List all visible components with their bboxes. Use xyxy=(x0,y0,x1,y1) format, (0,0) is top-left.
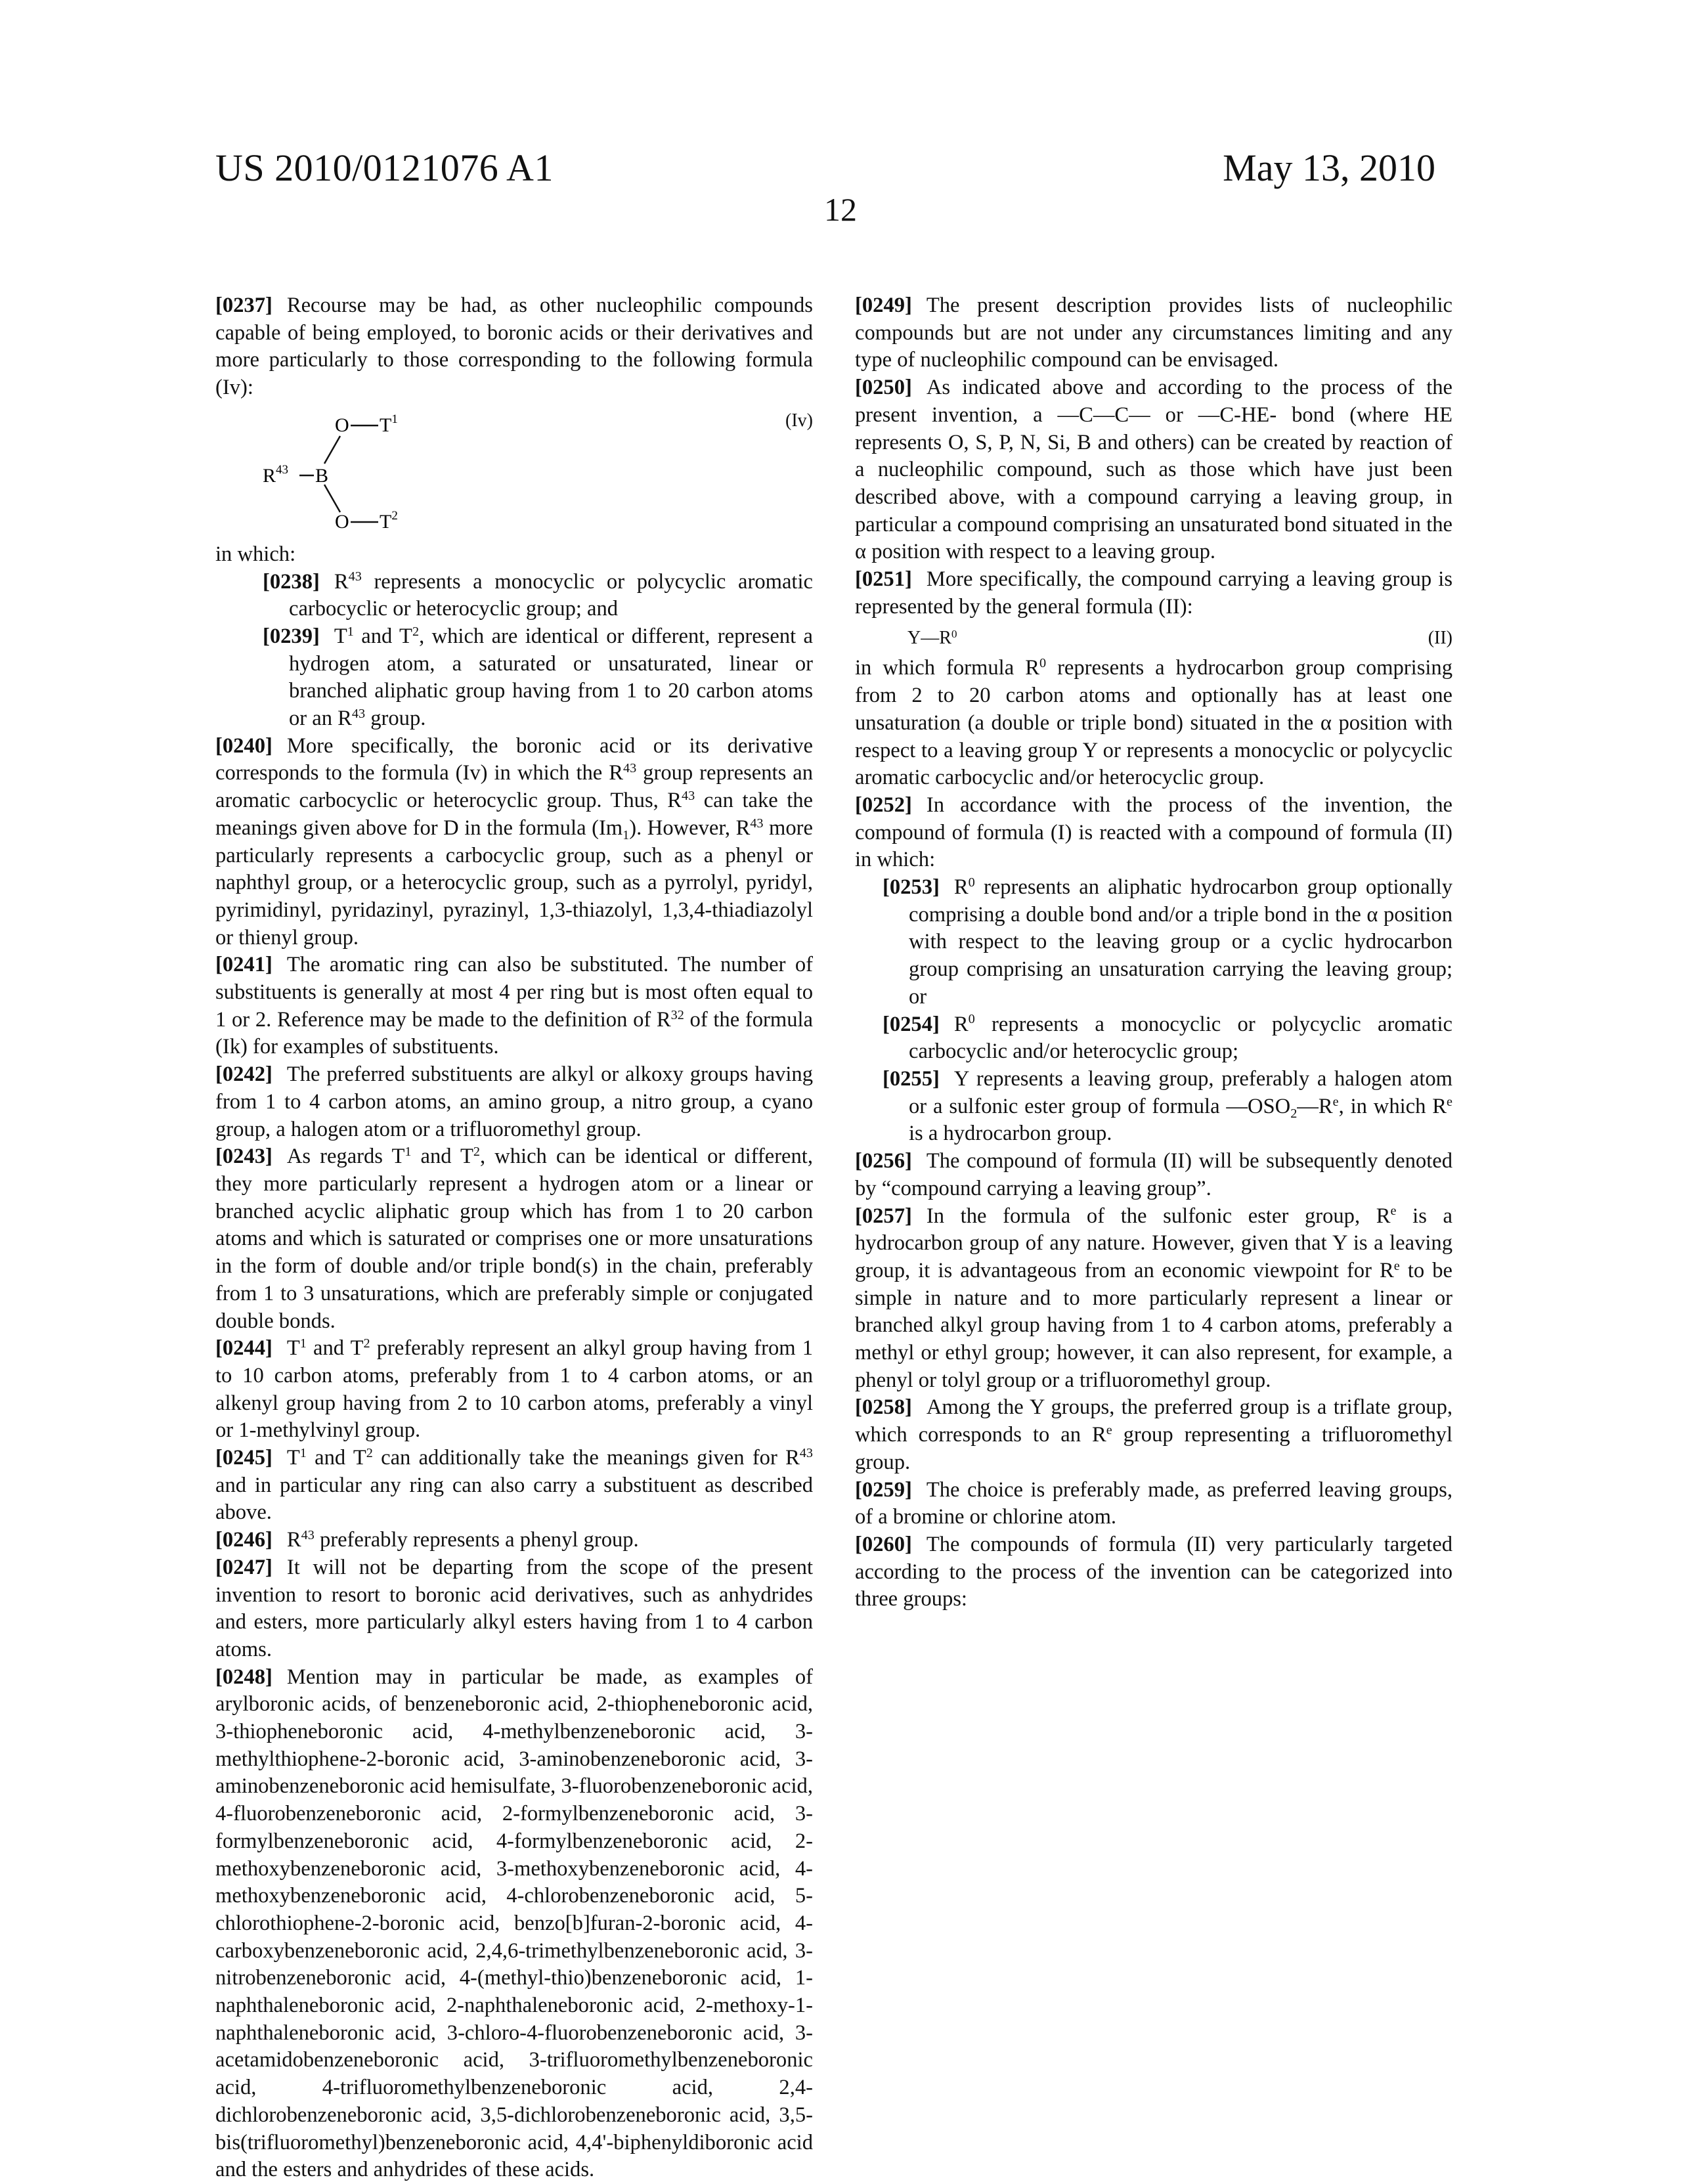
b-o-upper-bond xyxy=(324,436,340,464)
subscript: 2 xyxy=(1290,1106,1297,1121)
text-part: group. xyxy=(365,707,426,730)
superscript: 2 xyxy=(473,1145,480,1159)
paragraph-0256 xyxy=(855,1148,1452,1202)
formula-expression xyxy=(907,624,957,652)
paragraph-0257 xyxy=(855,1203,1452,1395)
text-part: represents a monocyclic or polycyclic aromatic carbocyclic and/or heterocyclic group; xyxy=(909,1013,1452,1064)
publication-date: May 13, 2010 xyxy=(1223,146,1435,190)
paragraph-number: [0248] xyxy=(215,1665,273,1689)
paragraph-0259 xyxy=(855,1477,1452,1531)
paragraph-number: [0241] xyxy=(215,953,273,976)
paragraph-number: [0242] xyxy=(215,1062,273,1086)
text-part: represents an aliphatic hydrocarbon group optionally comprising a double bond and/or a triple bond in the α position with respect to the leaving group or a cyclic hydrocarbon group comprising an unsaturation carrying the leaving group; or xyxy=(909,875,1452,1009)
text-part: in which formula R xyxy=(855,656,1039,680)
text-part: The aromatic ring can also be substituted. The number of substituents is generally at most 4 per ring but is most often equal to 1 or 2. Reference may be made to the definition of R xyxy=(215,953,813,1031)
paragraph-text: The compound of formula (II) will be subsequently denoted by “compound carrying a leaving group”. xyxy=(855,1149,1452,1200)
paragraph-text: Mention may in particular be made, as examples of arylboronic acids, of benzeneboronic acid, 2-thiopheneboronic acid, 3-thiopheneboronic acid, 4-methylbenzeneboronic acid, 3-methylthiophene-2-boronic acid, 3-aminobenzeneboronic acid, 3-aminobenzeneboronic acid hemisulfate, 3-fluorobenzeneboronic acid, 4-fluorobenzeneboronic acid, 2-formylbenzeneboronic acid, 3-formylbenzeneboronic acid, 4-formylbenzeneboronic acid, 2-methoxybenzeneboronic acid, 3-methoxybenzeneboronic acid, 4-methoxybenzeneboronic acid, 4-chlorobenzeneboronic acid, 5-chlorothiophene-2-boronic acid, benzo[b]furan-2-boronic acid, 4-carboxybenzeneboronic acid, 2,4,6-trimethylbenzeneboronic acid, 3-nitrobenzeneboronic acid, 4-(methyl-thio)benzeneboronic acid, 1-naphthaleneboronic acid, 2-naphthaleneboronic acid, 2-methoxy-1-naphthaleneboronic acid, 3-chloro-4-fluorobenzeneboronic acid, 3-acetamidobenzeneboronic acid, 3-trifluoromethylbenzeneboronic acid, 4-trifluoromethylbenzeneboronic acid, 2,4-dichlorobenzeneboronic acid, 3,5-dichlorobenzeneboronic acid, 3,5-bis(trifluoromethyl)benzeneboronic acid, 4,4'-biphenyldiboronic acid and the esters and anhydrides of these acids. xyxy=(215,1665,813,2182)
text-part: T xyxy=(334,624,347,648)
left-column xyxy=(215,292,813,2184)
text-part: to be simple in nature and to more particularly represent a linear or branched alkyl group having from 1 to 4 carbon atoms, preferably a methyl or ethyl group; however, it can also represent, for example, a phenyl or tolyl group or a trifluoromethyl group. xyxy=(855,1259,1452,1392)
boron-atom: B xyxy=(315,465,328,487)
paragraph-0251 xyxy=(855,566,1452,621)
paragraph-0255 xyxy=(855,1066,1452,1148)
paragraph-text: In accordance with the process of the invention, the compound of formula (I) is reacted with a compound of formula (II) in which: xyxy=(855,793,1452,871)
formula-ii xyxy=(855,621,1452,655)
text-part: is a hydrocarbon group of any nature. However, given that Y is a leaving group, it is advantageous from an economic viewpoint for R xyxy=(855,1204,1452,1282)
paragraph-number: [0243] xyxy=(215,1145,273,1168)
superscript: 43 xyxy=(800,1446,813,1460)
paragraph-text: The compounds of formula (II) very particularly targeted according to the process of the invention can be categorized into three groups: xyxy=(855,1533,1452,1611)
text-part: Y represents a leaving group, preferably a halogen atom or a sulfonic ester group of formula —OSO xyxy=(909,1067,1452,1118)
text-part: ). However, R xyxy=(629,816,750,840)
text-part: R xyxy=(954,1013,969,1036)
t2-group xyxy=(380,509,398,533)
superscript: e xyxy=(1447,1095,1452,1109)
r-superscript: 43 xyxy=(276,463,288,477)
paragraph-0242 xyxy=(215,1061,813,1143)
paragraph-text: Recourse may be had, as other nucleophilic compounds capable of being employed, to boronic acids or their derivatives and more particularly to those corresponding to the following formula (Iv): xyxy=(215,294,813,399)
t2-superscript: 2 xyxy=(391,509,398,523)
text-part: , in which R xyxy=(1339,1095,1447,1118)
paragraph-0238 xyxy=(215,569,813,623)
paragraph-number: [0255] xyxy=(883,1067,940,1091)
paragraph-0246 xyxy=(215,1527,813,1554)
formula-text: Y—R xyxy=(907,628,951,648)
paragraph-0254 xyxy=(855,1011,1452,1066)
text-part: Among the Y groups, the preferred group is a triflate group, which corresponds to an R xyxy=(855,1395,1452,1447)
paragraph-number: [0249] xyxy=(855,294,912,317)
superscript: 43 xyxy=(349,569,362,584)
paragraph-text: The preferred substituents are alkyl or alkoxy groups having from 1 to 4 carbon atoms, an amino group, a nitro group, a cyano group, a halogen atom or a trifluoromethyl group. xyxy=(215,1062,813,1141)
text-part: more particularly represents a carbocyclic group, such as a phenyl or naphthyl group, or a heterocyclic group, such as a pyrrolyl, pyridyl, pyrimidinyl, pyridazinyl, pyrazinyl, 1,3-thiazolyl, 1,3,4-thiadiazolyl or thienyl group. xyxy=(215,816,813,950)
text-part: R xyxy=(287,1528,301,1552)
text-part: and T xyxy=(354,624,412,648)
superscript: e xyxy=(1391,1204,1397,1218)
paragraph-0250 xyxy=(855,374,1452,566)
text-part: , which can be identical or different, they more particularly represent a hydrogen atom or a linear or branched acyclic aliphatic group which has from 1 to 20 carbon atoms and which is saturated or comprises one or more unsaturations in the form of double and/or triple bond(s) in the chain, preferably from 1 to 3 unsaturations, which are preferably simple or conjugated double bonds. xyxy=(215,1145,813,1332)
superscript: e xyxy=(1333,1095,1339,1109)
superscript: 43 xyxy=(352,707,365,721)
text-part: group represents an aromatic carbocyclic or heterocyclic group. Thus, R xyxy=(215,761,813,812)
superscript: 43 xyxy=(623,761,636,775)
superscript: 0 xyxy=(969,1012,975,1026)
in-which-text: in which: xyxy=(215,541,813,569)
paragraph-0241 xyxy=(215,951,813,1061)
superscript: e xyxy=(1106,1423,1112,1437)
text-part: , which are identical or different, represent a hydrogen atom, a saturated or unsaturated, linear or branched aliphatic group having from 1 to 20 carbon atoms or an R xyxy=(289,624,813,730)
r-symbol: R xyxy=(263,465,276,487)
paragraph-number: [0252] xyxy=(855,793,912,817)
t-symbol: T xyxy=(380,511,391,533)
t-symbol: T xyxy=(380,414,391,436)
paragraph-number: [0258] xyxy=(855,1395,912,1419)
paragraph-number: [0251] xyxy=(855,567,912,591)
paragraph-0249 xyxy=(855,292,1452,374)
superscript: 43 xyxy=(750,816,763,831)
page-number: 12 xyxy=(0,190,1681,229)
paragraph-0258 xyxy=(855,1394,1452,1476)
paragraph-number: [0237] xyxy=(215,294,273,317)
paragraph-0243 xyxy=(215,1143,813,1335)
paragraph-number: [0246] xyxy=(215,1528,273,1552)
text-part: preferably represents a phenyl group. xyxy=(315,1528,639,1552)
paragraph-0245 xyxy=(215,1445,813,1527)
paragraph-text: More specifically, the compound carrying a leaving group is represented by the general formula (II): xyxy=(855,567,1452,619)
text-part: In the formula of the sulfonic ester group, R xyxy=(927,1204,1391,1228)
text-part: T xyxy=(287,1446,300,1470)
t1-group xyxy=(380,412,398,436)
oxygen-lower: O xyxy=(335,511,349,533)
paragraph-text: The choice is preferably made, as preferred leaving groups, of a bromine or chlorine atom. xyxy=(855,1478,1452,1529)
text-part: R xyxy=(334,570,349,594)
superscript: 2 xyxy=(366,1446,373,1460)
text-part: R xyxy=(954,875,969,899)
superscript: 0 xyxy=(1039,656,1046,670)
formula-iv xyxy=(215,402,813,541)
text-part: and T xyxy=(307,1336,364,1360)
text-part: preferably represent an alkyl group having from 1 to 10 carbon atoms, preferably from 1 to 4 carbon atoms, or an alkenyl group having from 2 to 10 carbon atoms, preferably a vinyl or 1-methylvinyl group. xyxy=(215,1336,813,1442)
patent-number: US 2010/0121076 A1 xyxy=(215,146,554,190)
text-part: As regards T xyxy=(287,1145,404,1168)
paragraph-0253 xyxy=(855,874,1452,1011)
text-part: can take the meanings given above for D in the formula (Im xyxy=(215,789,813,840)
subscript: 1 xyxy=(622,828,629,842)
superscript: 2 xyxy=(412,624,419,639)
paragraph-number: [0247] xyxy=(215,1556,273,1579)
text-part: can additionally take the meanings given for R xyxy=(373,1446,800,1470)
r43-atom xyxy=(263,463,288,487)
paragraph-number: [0244] xyxy=(215,1336,273,1360)
text-part: represents a hydrocarbon group comprising from 2 to 20 carbon atoms and optionally has at least one unsaturation (a double or triple bond) situated in the α position with respect to a leaving group Y or represents a monocyclic or polycyclic aromatic carbocyclic and/or heterocyclic group. xyxy=(855,656,1452,789)
text-part: group representing a trifluoromethyl group. xyxy=(855,1423,1452,1474)
text-part: represents a monocyclic or polycyclic aromatic carbocyclic or heterocyclic group; and xyxy=(289,570,813,621)
formula-label: (Iv) xyxy=(785,407,813,435)
text-part: of the formula (Ik) for examples of substituents. xyxy=(215,1008,813,1059)
text-part: and T xyxy=(307,1446,366,1470)
text-part: and in particular any ring can also carry a substituent as described above. xyxy=(215,1474,813,1525)
paragraph-text: As indicated above and according to the process of the present invention, a —C—C— or —C-HE- bond (where HE represents O, S, P, N, Si, B and others) can be created by reaction of a nucleophilic compound, such as those which have just been described above, with a compound carrying a leaving group, in particular a compound comprising an unsaturated bond situated in the α position with respect to a leaving group. xyxy=(855,376,1452,563)
paragraph-number: [0245] xyxy=(215,1446,273,1470)
text-part: More specifically, the boronic acid or its derivative corresponds to the formula (Iv) in which the R xyxy=(215,734,813,785)
paragraph-in-which-formula xyxy=(855,655,1452,792)
paragraph-number: [0260] xyxy=(855,1533,912,1556)
paragraph-0252 xyxy=(855,792,1452,874)
paragraph-number: [0238] xyxy=(263,570,320,594)
oxygen-upper: O xyxy=(335,414,349,436)
superscript: 0 xyxy=(951,628,957,640)
boronic-acid-structure xyxy=(215,402,813,541)
superscript: 32 xyxy=(671,1008,684,1022)
paragraph-number: [0240] xyxy=(215,734,273,758)
paragraph-0260 xyxy=(855,1531,1452,1613)
paragraph-text: The present description provides lists of nucleophilic compounds but are not under any circumstances limiting and any type of nucleophilic compound can be envisaged. xyxy=(855,294,1452,372)
paragraph-number: [0254] xyxy=(883,1013,940,1036)
superscript: 1 xyxy=(300,1446,307,1460)
superscript: 1 xyxy=(404,1145,411,1159)
superscript: 1 xyxy=(300,1336,307,1351)
paragraph-0237 xyxy=(215,292,813,402)
paragraph-number: [0256] xyxy=(855,1149,912,1173)
text-part: T xyxy=(287,1336,300,1360)
paragraph-0244 xyxy=(215,1335,813,1445)
right-column xyxy=(855,292,1452,1613)
paragraph-0239 xyxy=(215,623,813,733)
superscript: 1 xyxy=(347,624,354,639)
superscript: 43 xyxy=(682,789,695,803)
t1-superscript: 1 xyxy=(391,412,398,426)
superscript: e xyxy=(1394,1259,1400,1273)
paragraph-number: [0257] xyxy=(855,1204,912,1228)
superscript: 43 xyxy=(301,1528,315,1542)
paragraph-number: [0239] xyxy=(263,624,320,648)
superscript: 0 xyxy=(969,875,975,890)
text-part: is a hydrocarbon group. xyxy=(909,1122,1112,1145)
text-part: —R xyxy=(1297,1095,1332,1118)
paragraph-0248 xyxy=(215,1664,813,2184)
paragraph-number: [0259] xyxy=(855,1478,912,1502)
paragraph-number: [0253] xyxy=(883,875,940,899)
text-part: and T xyxy=(411,1145,473,1168)
formula-label: (II) xyxy=(1428,624,1452,652)
paragraph-0240 xyxy=(215,733,813,952)
b-o-lower-bond xyxy=(324,485,340,512)
paragraph-0247 xyxy=(215,1554,813,1664)
paragraph-text: It will not be departing from the scope of the present invention to resort to boronic acid derivatives, such as anhydrides and esters, more particularly alkyl esters having from 1 to 4 carbon atoms. xyxy=(215,1556,813,1661)
superscript: 2 xyxy=(363,1336,370,1351)
paragraph-number: [0250] xyxy=(855,376,912,399)
